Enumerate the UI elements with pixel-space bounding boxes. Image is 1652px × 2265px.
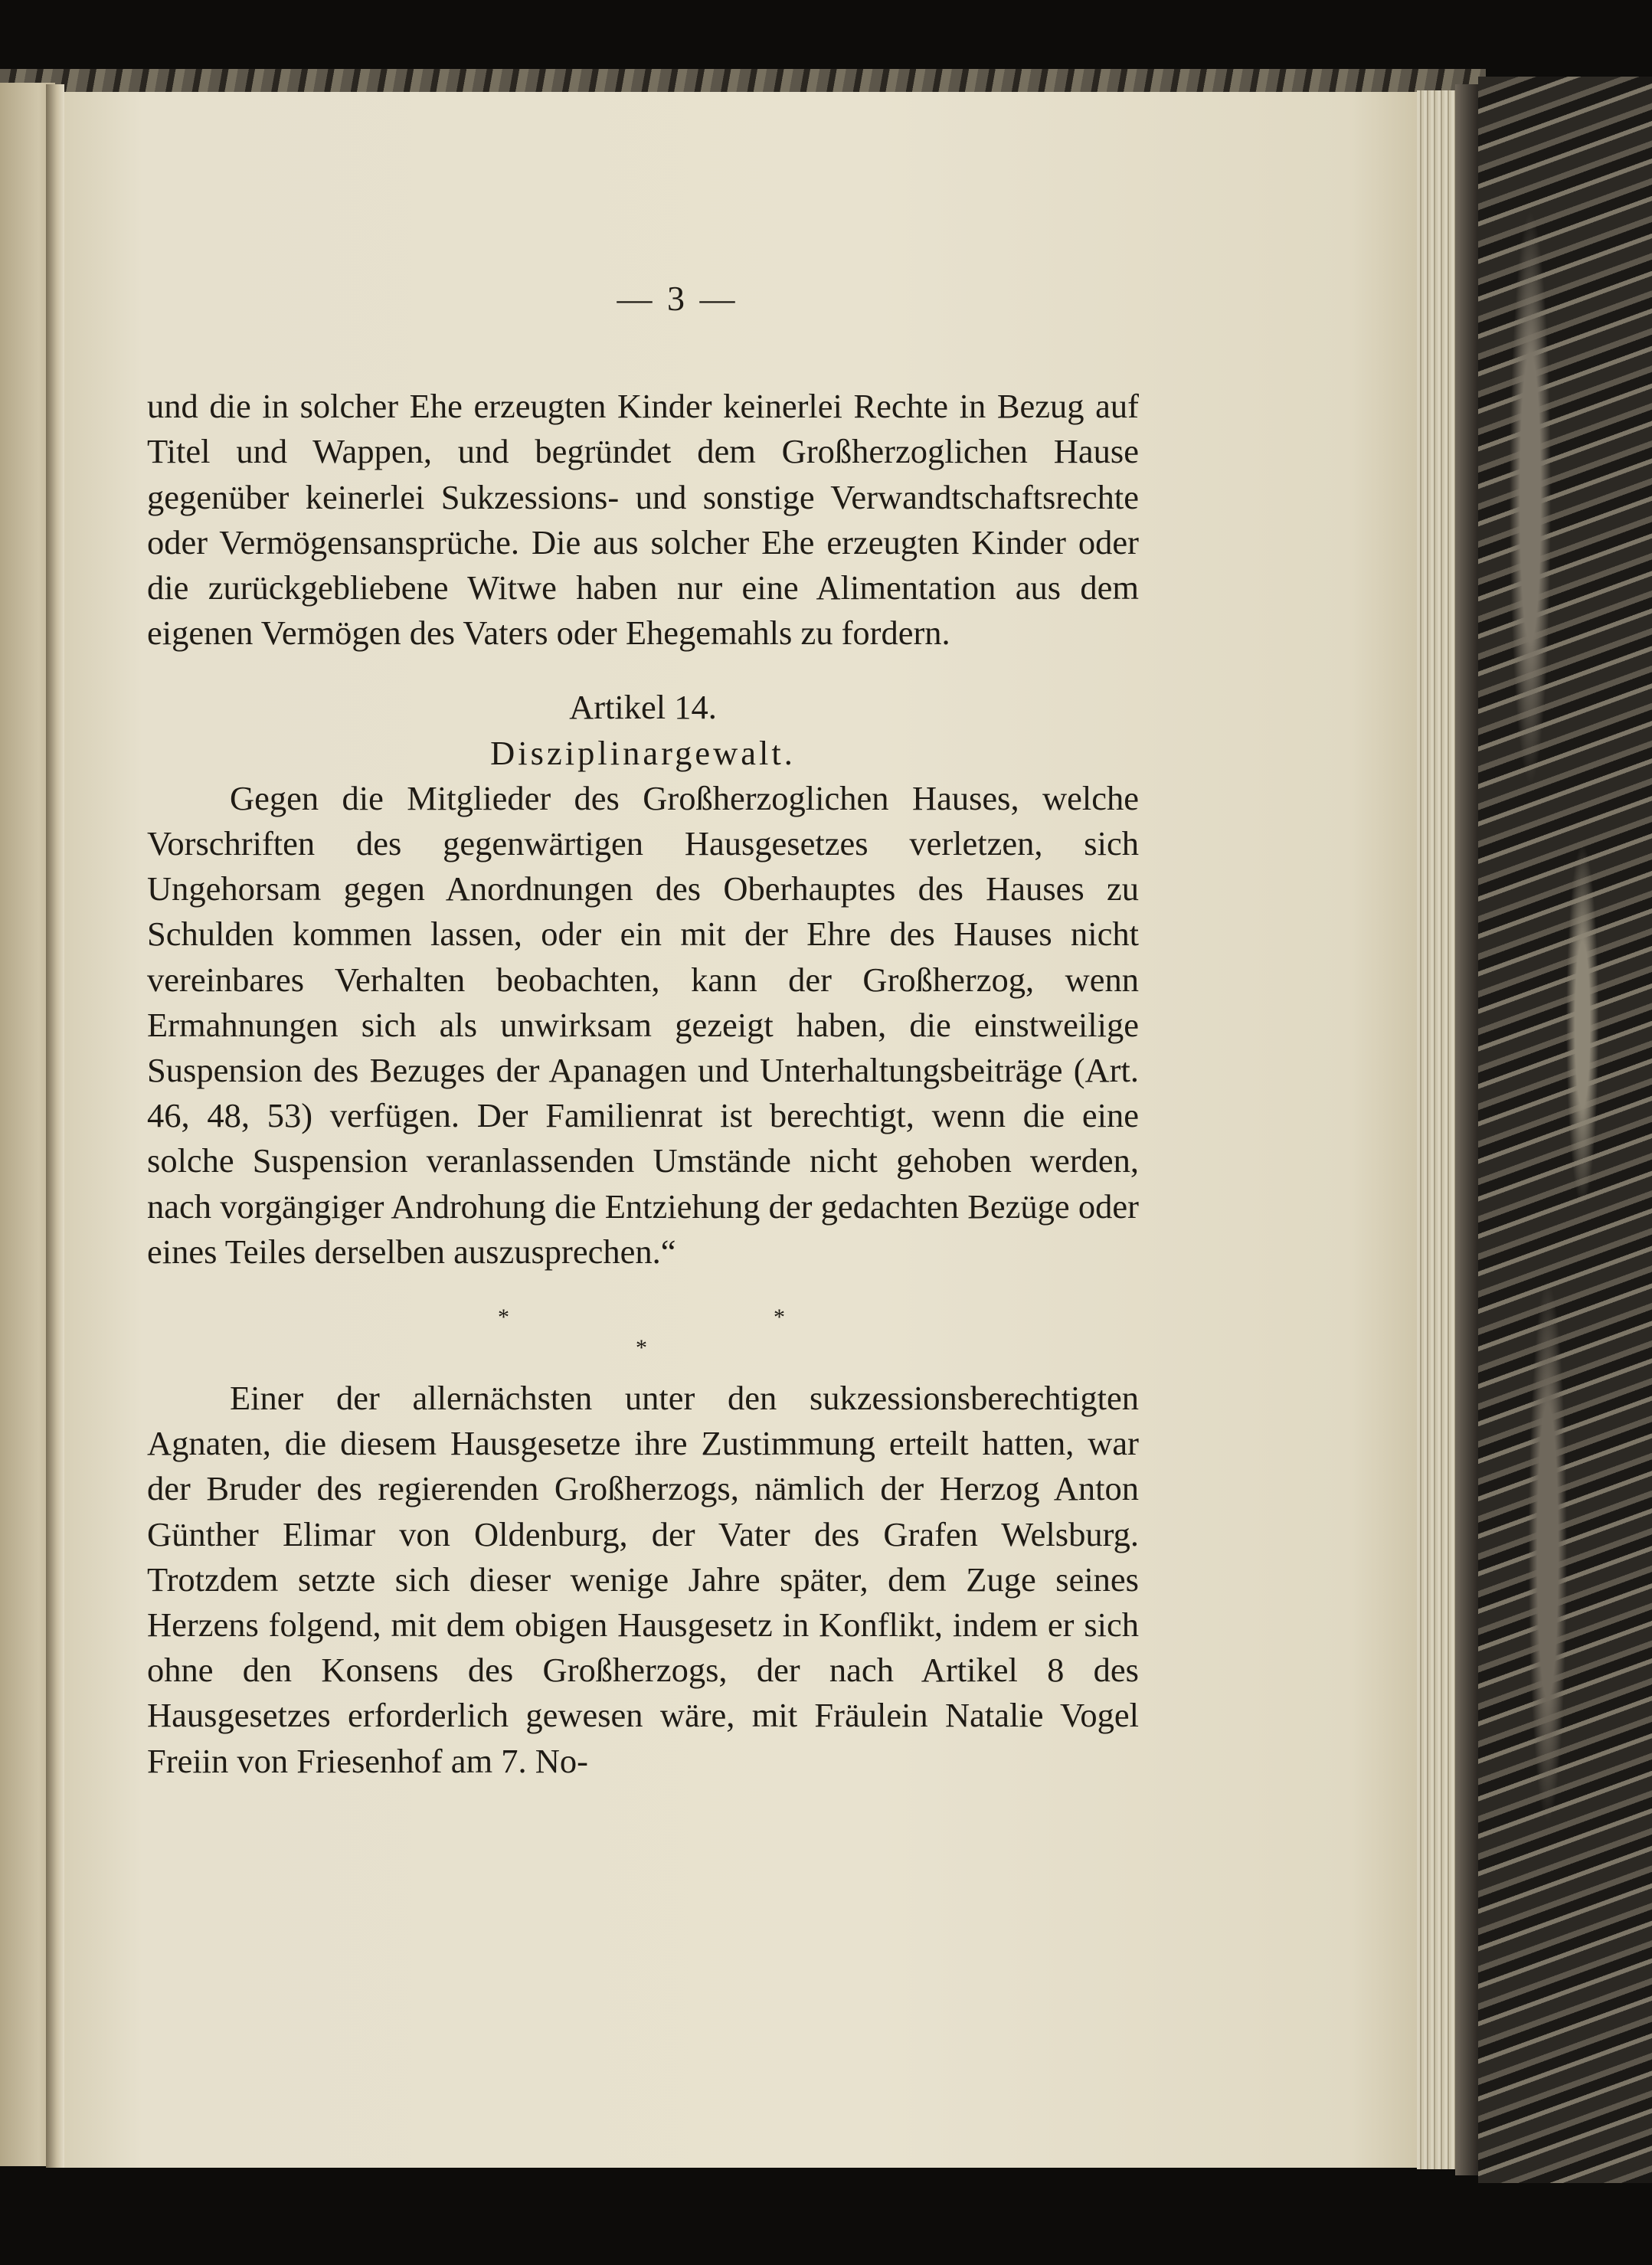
page-number: — 3 — (617, 279, 738, 318)
cover-board-edge (1455, 84, 1478, 2175)
asterisk: * (636, 1335, 647, 1361)
paragraph-1: und die in solcher Ehe erzeugten Kinder keinerlei Rechte in Bezug auf Titel und Wappen, und begründet dem Großherzoglichen Hause gegenüber keinerlei Sukzessions- und sonstige Verwandtschaftsrechte oder Vermögensansprüche. Die aus solcher Ehe erzeugten Kinder oder die zurückgebliebene Witwe haben nur eine Alimentation aus dem eigenen Vermögen des Vaters oder Ehegemahls zu fordern. (147, 387, 1139, 653)
paragraph-3: Einer der allernächsten unter den sukzessionsberechtigten Agnaten, die diesem Hausgesetze ihre Zustimmung erteilt hatten, war der Bruder des regierenden Großherzogs, nämlich der Herzog Anton Günther Elimar von Oldenburg, der Vater des Grafen Welsburg. Trotzdem setzte sich dieser wenige Jahre später, dem Zuge seines Herzens folgend, mit dem obigen Hausgesetz in Konflikt, indem er sich ohne den Konsens des Großherzogs, der nach Artikel 8 des Hausgesetzes erforderlich gewesen wäre, mit Fräulein Natalie Vogel Freiin von Friesenhof am 7. No- (147, 1379, 1139, 1780)
page-stack-edges (1417, 90, 1457, 2169)
article-heading: Artikel 14. (569, 688, 717, 727)
asterisk: * (498, 1304, 509, 1331)
section-separator (147, 1278, 1139, 1362)
paragraph-2: Gegen die Mitglieder des Großherzoglichen Hauses, welche Vorschriften des gegenwärtigen Hausgesetzes verletzen, sich Ungehorsam gegen Anordnungen des Oberhauptes des Hauses zu Schulden kommen lassen, oder ein mit der Ehre des Hauses nicht vereinbares Verhalten beobachten, kann der Großherzog, wenn Ermahnungen sich als unwirksam gezeigt haben, die einstweilige Suspension des Bezuges der Apanagen und Unterhaltungsbeiträge (Art. 46, 48, 53) verfügen. Der Familienrat ist berechtigt, wenn die eine solche Suspension veranlassenden Umstände nicht gehoben werden, nach vorgängiger Androhung die Entziehung der gedachten Bezüge oder eines Teiles derselben auszusprechen.“ (147, 778, 1139, 1271)
article-subheading: Disziplinargewalt. (490, 733, 796, 772)
marbled-cover (1478, 77, 1652, 2183)
book-gutter (46, 84, 64, 2168)
page-text (147, 276, 1139, 1784)
asterisk: * (774, 1304, 785, 1331)
